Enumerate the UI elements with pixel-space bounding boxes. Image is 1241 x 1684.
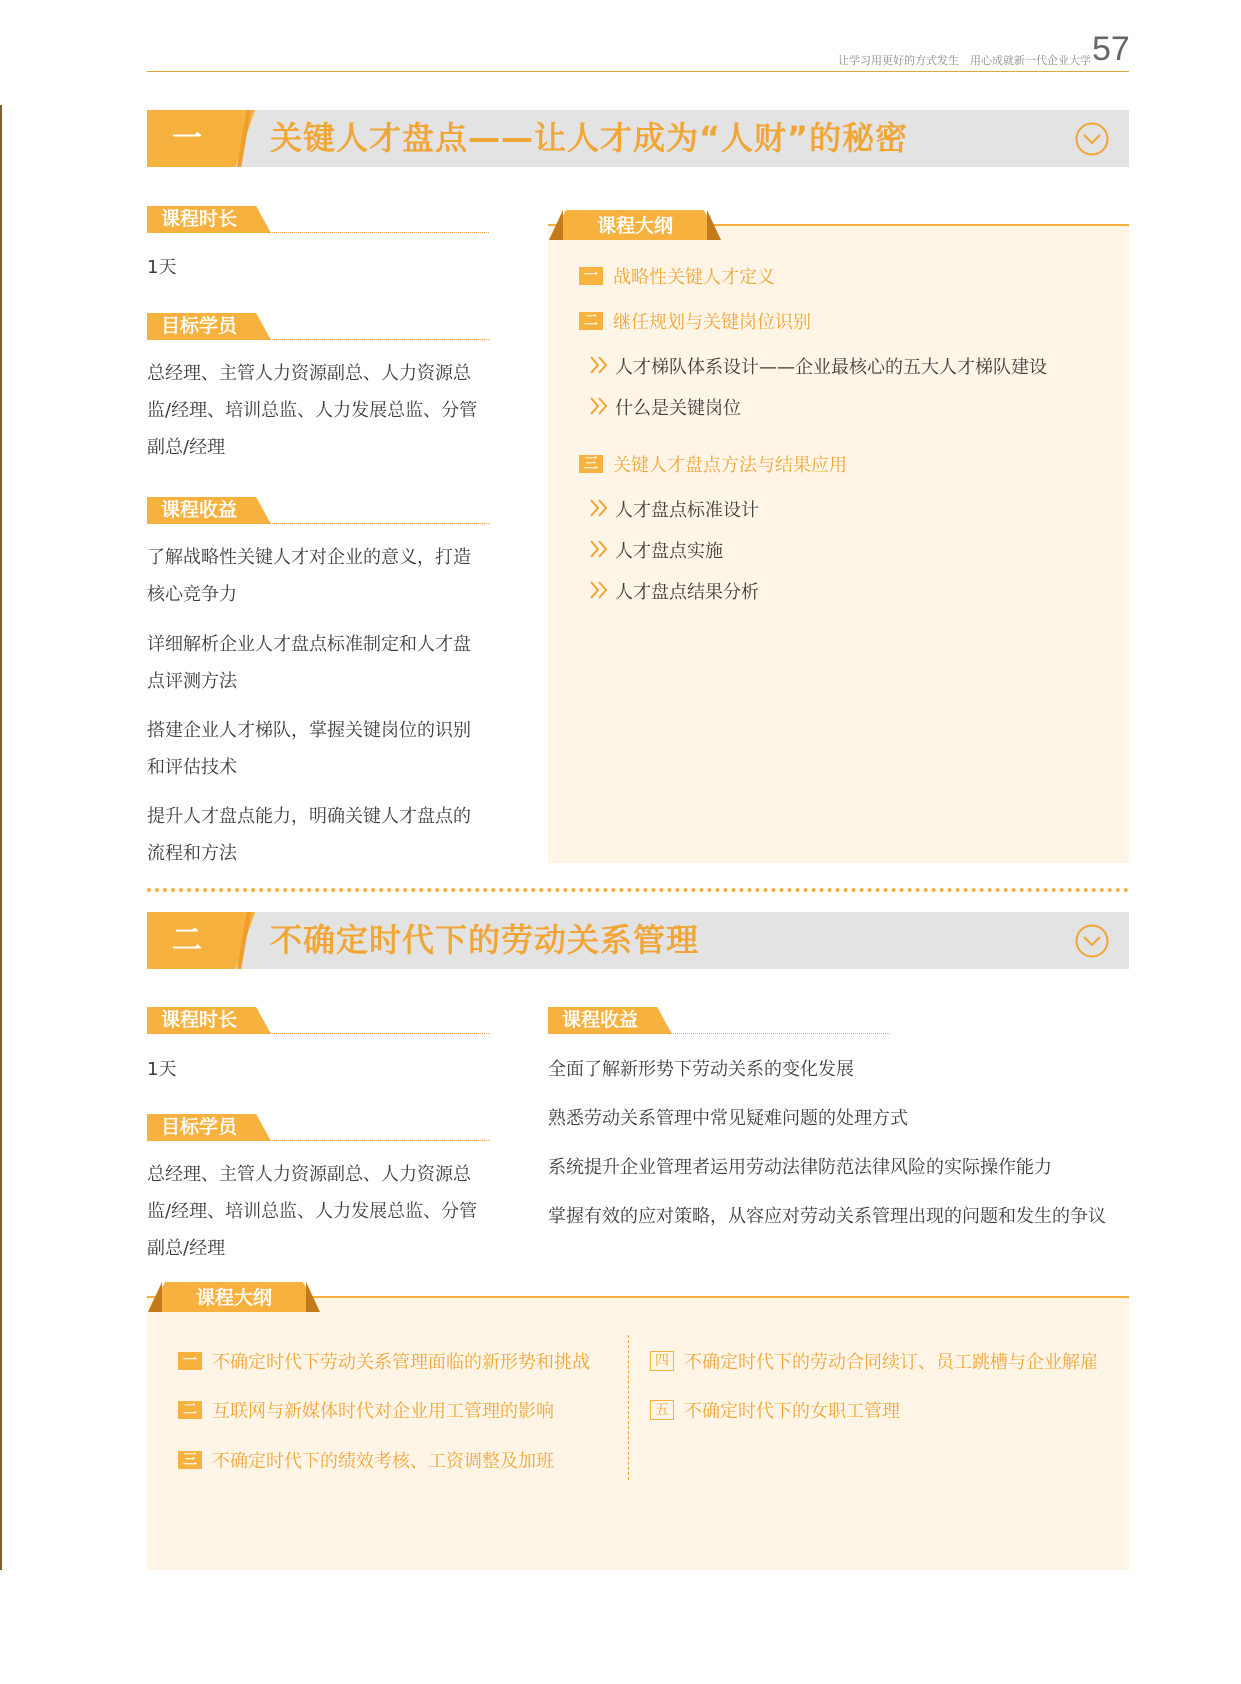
- header-tagline: 让学习用更好的方式发生 用心成就新一代企业大学: [838, 54, 1091, 67]
- section2-duration: 1天: [147, 1059, 177, 1080]
- outline-item: 互联网与新媒体时代对企业用工管理的影响: [212, 1401, 554, 1422]
- section2-benefits-label: 课程收益: [548, 1007, 890, 1034]
- outline-subitem: 人才盘点实施: [615, 541, 723, 562]
- outline-number: 二: [579, 312, 603, 330]
- section2-benefit: 熟悉劳动关系管理中常见疑难问题的处理方式: [548, 1108, 908, 1129]
- outline-subitem: 人才盘点标准设计: [615, 500, 759, 521]
- section1-benefit: 提升人才盘点能力，明确关键人才盘点的流程和方法: [147, 806, 471, 864]
- double-chevron-right-icon: [589, 355, 611, 375]
- page-number: 57: [1092, 30, 1130, 68]
- double-chevron-right-icon: [589, 580, 611, 600]
- section2-outline-panel: [147, 1298, 1129, 1570]
- outline-divider: [628, 1335, 629, 1480]
- outline-subitem: 人才盘点结果分析: [615, 582, 759, 603]
- section-divider: [147, 888, 1129, 892]
- outline-number: 一: [178, 1352, 202, 1370]
- outline-number: 五: [650, 1400, 674, 1420]
- outline-item: 继任规划与关键岗位识别: [613, 312, 811, 333]
- outline-item: 不确定时代下劳动关系管理面临的新形势和挑战: [212, 1352, 590, 1373]
- section2-outline-tab: 课程大纲: [148, 1282, 320, 1312]
- section2-number: 二: [172, 923, 202, 958]
- section1-audience: 总经理、主管人力资源副总、人力资源总监/经理、培训总监、人力发展总监、分管副总/经理: [147, 363, 478, 458]
- outline-number: 三: [178, 1451, 202, 1469]
- section1-audience-label: 目标学员: [147, 313, 489, 340]
- section2-benefit: 系统提升企业管理者运用劳动法律防范法律风险的实际操作能力: [548, 1157, 1052, 1178]
- section2-title-bar: [147, 912, 1129, 969]
- section1-benefit: 了解战略性关键人才对企业的意义，打造核心竞争力: [147, 547, 471, 605]
- page-edge-line: [0, 105, 2, 1570]
- chevron-down-icon[interactable]: [1075, 924, 1109, 958]
- header-rule: [147, 71, 1129, 72]
- section2-audience-label: 目标学员: [147, 1114, 489, 1141]
- section1-title: 关键人才盘点——让人才成为“人财”的秘密: [270, 119, 909, 157]
- outline-subitem: 什么是关键岗位: [615, 398, 741, 419]
- section2-duration-label: 课程时长: [147, 1007, 489, 1034]
- section2-benefit: 掌握有效的应对策略，从容应对劳动关系管理出现的问题和发生的争议: [548, 1206, 1106, 1227]
- outline-number: 一: [579, 267, 603, 285]
- section2-title: 不确定时代下的劳动关系管理: [270, 921, 700, 959]
- double-chevron-right-icon: [589, 498, 611, 518]
- outline-item: 不确定时代下的绩效考核、工资调整及加班: [212, 1451, 554, 1472]
- section2-audience: 总经理、主管人力资源副总、人力资源总监/经理、培训总监、人力发展总监、分管副总/经理: [147, 1164, 478, 1259]
- section1-outline-tab: 课程大纲: [549, 210, 721, 240]
- section1-duration-label: 课程时长: [147, 206, 489, 233]
- section1-benefits-label: 课程收益: [147, 497, 489, 524]
- outline-item: 不确定时代下的女职工管理: [684, 1401, 900, 1422]
- section1-benefit: 搭建企业人才梯队，掌握关键岗位的识别和评估技术: [147, 720, 471, 778]
- section1-duration: 1天: [147, 257, 177, 278]
- chevron-down-icon[interactable]: [1075, 122, 1109, 156]
- double-chevron-right-icon: [589, 396, 611, 416]
- outline-item: 不确定时代下的劳动合同续订、员工跳槽与企业解雇: [684, 1352, 1098, 1373]
- section1-benefit: 详细解析企业人才盘点标准制定和人才盘点评测方法: [147, 634, 471, 692]
- outline-number: 四: [650, 1351, 674, 1371]
- outline-item: 战略性关键人才定义: [613, 267, 775, 288]
- outline-item: 关键人才盘点方法与结果应用: [613, 455, 847, 476]
- double-chevron-right-icon: [589, 539, 611, 559]
- section1-number: 一: [172, 121, 202, 156]
- outline-subitem: 人才梯队体系设计——企业最核心的五大人才梯队建设: [615, 357, 1047, 378]
- section2-benefit: 全面了解新形势下劳动关系的变化发展: [548, 1059, 854, 1080]
- section1-title-bar: [147, 110, 1129, 167]
- outline-number: 二: [178, 1401, 202, 1419]
- outline-number: 三: [579, 455, 603, 473]
